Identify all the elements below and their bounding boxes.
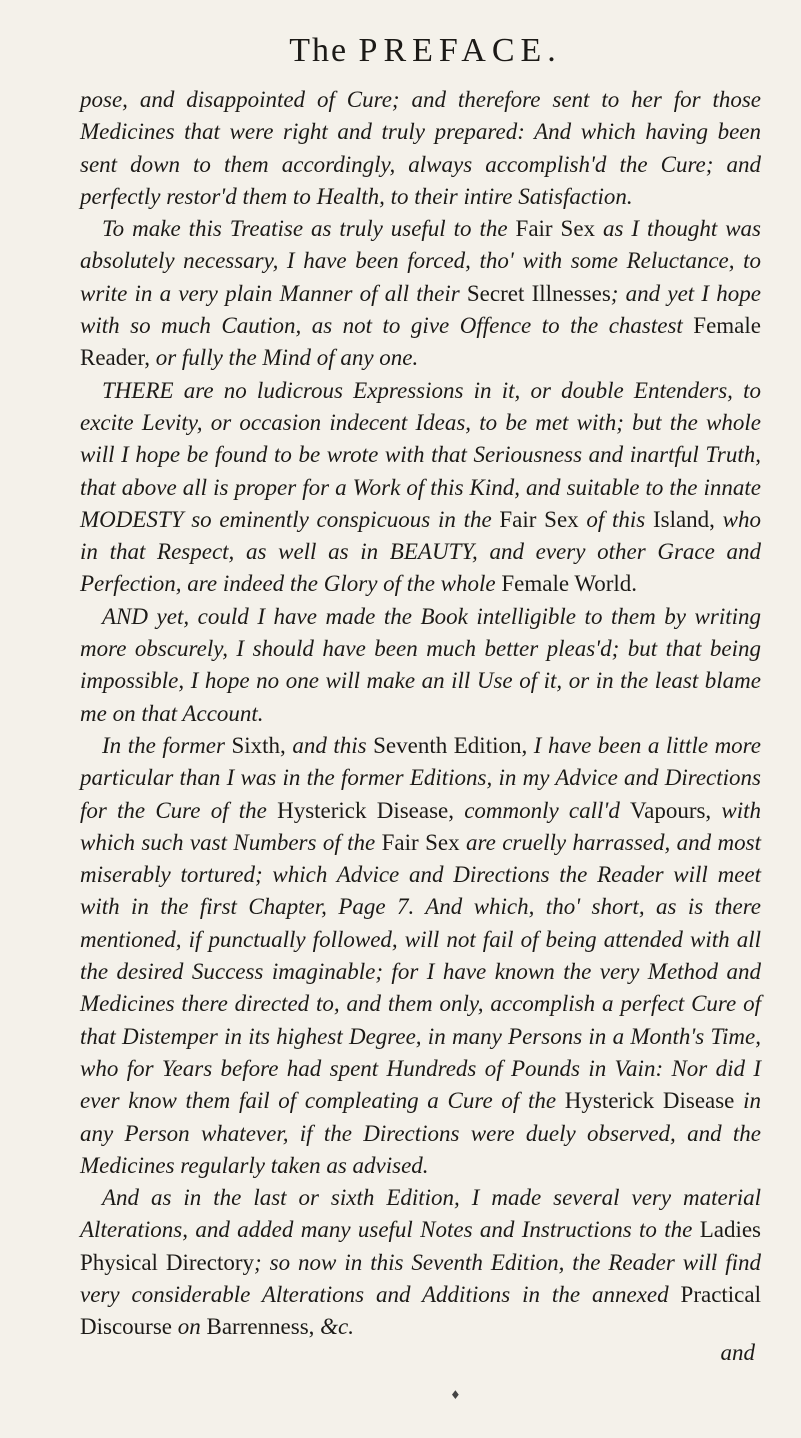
catchword: and [720,1339,755,1365]
roman-text-span: Fair Sex [381,829,460,855]
paragraph [80,213,761,374]
roman-text-span: Ladies Physical Directory [80,1217,761,1275]
header-word-preface: PREFACE. [358,32,562,69]
italic-text-span: who in that Respect, as well as in BEAUTY, and every other Grace and Perfection, are indeed the Glory of the whole [80,506,761,597]
preface-body [80,84,761,1344]
italic-text-span: pose, and disappointed of Cure; and therefore sent to her for those Medicines that were right and truly prepared: And which having been sent down to them accordingly, always accomplish'd the Cure; and perfectly restor'd them to Health, to their intire Satisfaction. [80,87,761,209]
italic-text-span: of this [578,506,653,532]
roman-text-span: Hysterick Disease [564,1088,735,1114]
italic-text-span: THERE are no ludicrous Expressions in it, or double Entenders, to excite Levity, or occasion indecent Ideas, to be met with; but the whole will I hope be found to be wrote with that Seriousness and inartful Truth, that above all is proper for a Work of this Kind, and suitable to the innate MODESTY so eminently conspicuous in the [80,377,761,532]
roman-text-span: Seventh Edition, [373,732,528,758]
italic-text-span: commonly call'd [454,797,631,823]
italic-text-span: or fully the Mind of any one. [149,345,419,371]
ornament-mark: ♦ [450,1388,461,1402]
italic-text-span: In the former [102,732,232,758]
roman-text-span: Hysterick Disease, [277,797,454,823]
running-header [80,32,761,70]
roman-text-span: Female World. [501,571,638,597]
paragraph [80,84,761,213]
roman-text-span: Female Reader, [80,313,761,371]
roman-text-span: Sixth, [231,732,286,758]
italic-text-span: with which such vast Numbers of the [80,797,762,855]
italic-text-span: To make this Treatise as truly useful to the [102,216,516,242]
italic-text-span: on [171,1314,207,1340]
italic-text-span: and this [285,732,374,758]
italic-text-span: as I thought was absolutely necessary, I have been forced, tho' with some Reluctance, to write in a very plain Manner of all their [80,216,761,306]
roman-text-span: Vapours, [630,797,712,823]
paragraph [80,601,761,730]
roman-text-span: Fair Sex [515,216,596,242]
paragraph [80,1182,761,1343]
roman-text-span: Secret Illnesses [466,280,611,306]
italic-text-span: I have been a little more particular than I was in the former Editions, in my Advice and Directions for the Cure of the [80,732,761,823]
italic-text-span: in any Person whatever, if the Directions were duely observed, and the Medicines regularly taken as advised. [80,1088,761,1178]
roman-text-span: Fair Sex [499,506,579,532]
paragraph [80,730,761,1182]
italic-text-span: AND yet, could I have made the Book intelligible to them by writing more obscurely, I should have been much better pleas'd; but that being impossible, I hope no one will make an ill Use of it, or in the least blame me on that Account. [80,603,761,726]
italic-text-span: are cruelly harrassed, and most miserably tortured; which Advice and Directions the Reader will meet with in the first Chapter, Page 7. And which, tho' short, as is there mentioned, if punctually followed, will not fail of being attended with all the desired Success imaginable; for I have known the very Method and Medicines there directed to, and them only, accomplish a perfect Cure of that Distemper in its highest Degree, in many Persons in a Month's Time, who for Years before had spent Hundreds of Pounds in Vain: Nor did I ever know them fail of compleating a Cure of the [80,829,762,1114]
header-word-the: The [289,32,349,69]
paragraph [80,375,761,601]
roman-text-span: Practical Discourse [80,1281,761,1340]
italic-text-span: &c. [314,1314,355,1340]
roman-text-span: Barrenness, [206,1314,315,1340]
italic-text-span: And as in the last or sixth Edition, I made several very material Alterations, and added many useful Notes and Instructions to the [80,1185,761,1243]
italic-text-span: ; and yet I hope with so much Caution, as not to give Offence to the chastest [80,280,761,339]
roman-text-span: Island, [652,506,715,532]
italic-text-span: ; so now in this Seventh Edition, the Reader will find very considerable Alterations and Additions in the annexed [80,1249,761,1307]
